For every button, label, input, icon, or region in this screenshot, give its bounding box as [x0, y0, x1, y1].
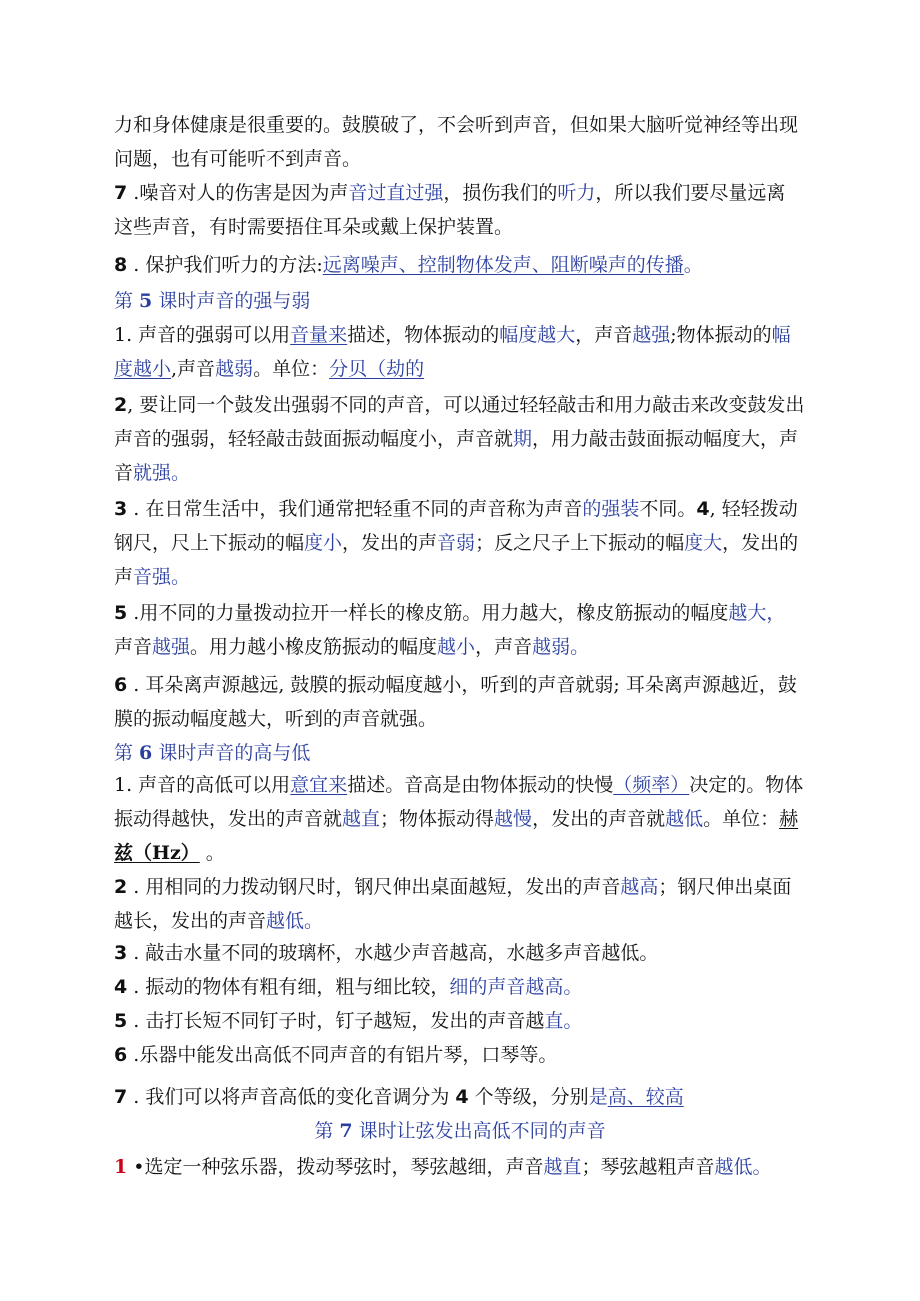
answer-text: 越低 — [665, 808, 704, 830]
text: ；反之尺子上下振动的幅 — [475, 532, 685, 554]
text: .用不同的力量拨动拉开一样长的橡皮筋。用力越大，橡皮筋振动的幅度 — [127, 602, 729, 624]
text: 力和身体健康是很重要的。鼓膜破了，不会听到声音，但如果大脑听觉神经等出现 — [114, 114, 799, 136]
paragraph-hearing-health — [114, 108, 836, 176]
paragraph-pitch-definition — [114, 768, 836, 870]
answer-text: 音过直过强 — [348, 182, 444, 204]
item-number: 7 — [114, 182, 128, 204]
text: . 用相同的力拨动钢尺时，钢尺伸出桌面越短，发出的声音 — [127, 876, 621, 898]
item-number: 2 — [114, 394, 128, 416]
answer-text: 音量来 — [290, 324, 348, 346]
text: ，损伤我们的 — [443, 182, 558, 204]
text: 1. 声音的高低可以用 — [114, 774, 291, 796]
text: . 振动的物体有粗有细，粗与细比较， — [127, 976, 450, 998]
answer-text: 度小 — [304, 532, 343, 554]
answer-text: 听力 — [557, 182, 596, 204]
answer-text: 是 — [588, 1086, 608, 1108]
text: ，用力敲击鼓面振动幅度大，声 — [532, 428, 799, 450]
text: 音 — [114, 462, 134, 484]
text: 。 — [171, 566, 191, 588]
text: ，发出的 — [722, 532, 799, 554]
answer-text: 音强 — [133, 566, 172, 588]
item-number: 4 — [696, 498, 710, 520]
answer-text: 越高 — [620, 876, 659, 898]
answer-text: 越大 — [728, 602, 767, 624]
answer-text: 直 — [544, 1010, 564, 1032]
text: ；物体振动得 — [380, 808, 495, 830]
answer-text: 越弱 — [215, 358, 254, 380]
answer-text: 越直 — [342, 808, 381, 830]
text: , 轻轻拨动 — [709, 498, 798, 520]
answer-text: 越强 — [152, 636, 191, 658]
text: ，所以我们要尽量远离 — [595, 182, 786, 204]
text: 。 — [304, 910, 324, 932]
item-number: 8 — [114, 254, 128, 276]
text: 振动得越快，发出的声音就 — [114, 808, 343, 830]
text: •选定一种弦乐器，拨动琴弦时，琴弦越细，声音 — [127, 1156, 544, 1178]
text: ；钢尺伸出桌面 — [658, 876, 792, 898]
answer-text: 幅 — [771, 324, 791, 346]
answer-text: 音弱 — [437, 532, 476, 554]
text: 。 — [563, 976, 583, 998]
text: 声音的强弱，轻轻敲击鼓面振动幅度小，声音就 — [114, 428, 514, 450]
text: ,声音 — [171, 358, 216, 380]
answer-text: （频率） — [613, 774, 690, 796]
paragraph-string-instrument — [114, 1150, 836, 1184]
text: 。 — [199, 842, 225, 864]
paragraph-noise-harm — [114, 176, 836, 244]
text: ，发出的声音就 — [532, 808, 666, 830]
answer-text: 越低 — [266, 910, 305, 932]
section-heading-lesson-5: 第 5 课时声音的强与弱 — [114, 290, 311, 312]
answer-text: 幅度越大 — [499, 324, 576, 346]
answer-text: 意宜来 — [290, 774, 348, 796]
answer-text: 越小 — [437, 636, 476, 658]
text: 声音 — [114, 636, 153, 658]
text: 越长，发出的声音 — [114, 910, 267, 932]
text: ， — [766, 602, 786, 624]
text: . 耳朵离声源越远, 鼓膜的振动幅度越小，听到的声音就弱; 耳朵离声源越近，鼓 — [127, 674, 797, 696]
paragraph-distance — [114, 668, 836, 736]
answer-text: 越慢 — [494, 808, 533, 830]
answer-text: 远离噪声、控制物体发声、阻断噪声的传播 — [322, 254, 684, 276]
paragraph-glass-cups — [114, 936, 836, 970]
text: . 保护我们听力的方法: — [127, 254, 323, 276]
paragraph-loudness-definition — [114, 318, 836, 386]
paragraph-protect-hearing — [114, 248, 836, 282]
text: 个等级，分别 — [468, 1086, 589, 1108]
item-number: 6 — [114, 674, 128, 696]
text: ，声音 — [475, 636, 533, 658]
text: 。 — [752, 1156, 772, 1178]
text: 。 — [570, 636, 590, 658]
text: 声 — [114, 566, 134, 588]
text: 问题，也有可能听不到声音。 — [114, 148, 362, 170]
text: 。单位： — [703, 808, 780, 830]
text: 决定的。物体 — [689, 774, 804, 796]
answer-text: 越强 — [632, 324, 671, 346]
text: 这些声音，有时需要捂住耳朵或戴上保护装置。 — [114, 216, 514, 238]
answer-text: 兹（Hz） — [114, 842, 200, 864]
item-number: 4 — [114, 976, 128, 998]
answer-text: 就强 — [133, 462, 172, 484]
answer-text: 高、较高 — [607, 1086, 684, 1108]
item-number: 1 — [114, 1156, 128, 1178]
text: 钢尺，尺上下振动的幅 — [114, 532, 305, 554]
text: 。 — [563, 1010, 583, 1032]
item-number: 6 — [114, 1044, 128, 1066]
item-number: 3 — [114, 942, 128, 964]
answer-text: 分贝（劫的 — [329, 358, 425, 380]
text: , 要让同一个鼓发出强弱不同的声音，可以通过轻轻敲击和用力敲击来改变鼓发出 — [127, 394, 805, 416]
text: 。 — [683, 254, 703, 276]
text: ，声音 — [575, 324, 633, 346]
paragraph-rubber-band — [114, 596, 836, 664]
paragraph-ruler-loudness — [114, 492, 836, 594]
text: . 击打长短不同钉子时，钉子越短，发出的声音越 — [127, 1010, 545, 1032]
paragraph-pitch-levels — [114, 1080, 836, 1114]
answer-text: 越低 — [714, 1156, 753, 1178]
item-number: 7 — [114, 1086, 128, 1108]
answer-text: 细的声音越高 — [449, 976, 564, 998]
text: 不同。 — [639, 498, 697, 520]
item-number: 5 — [114, 1010, 128, 1032]
item-number: 2 — [114, 876, 128, 898]
paragraph-drum-loudness — [114, 388, 836, 490]
item-number: 4 — [455, 1086, 469, 1108]
answer-text: 度越小 — [114, 358, 172, 380]
paragraph-nails — [114, 1004, 836, 1038]
text: 膜的振动幅度越大，听到的声音就强。 — [114, 708, 438, 730]
item-number: 3 — [114, 498, 128, 520]
paragraph-thick-thin — [114, 970, 836, 1004]
text: ;物体振动的 — [670, 324, 772, 346]
text: 。 — [171, 462, 191, 484]
text: 。用力越小橡皮筋振动的幅度 — [190, 636, 438, 658]
item-number: 5 — [114, 602, 128, 624]
text: ；琴弦越粗声音 — [581, 1156, 715, 1178]
text: ，发出的声 — [342, 532, 438, 554]
answer-text: 越直 — [543, 1156, 582, 1178]
text: 描述。音高是由物体振动的快慢 — [347, 774, 614, 796]
text: . 在日常生活中，我们通常把轻重不同的声音称为声音 — [127, 498, 583, 520]
answer-text: 度大 — [684, 532, 723, 554]
text: 1. 声音的强弱可以用 — [114, 324, 291, 346]
section-heading-lesson-6: 第 6 课时声音的高与低 — [114, 742, 311, 764]
text: . 我们可以将声音高低的变化音调分为 — [127, 1086, 456, 1108]
text: 。单位： — [253, 358, 330, 380]
paragraph-instruments — [114, 1038, 836, 1072]
text: .乐器中能发出高低不同声音的有铝片琴，口琴等。 — [127, 1044, 558, 1066]
answer-text: 赫 — [779, 808, 799, 830]
section-heading-lesson-7: 第 7 课时让弦发出高低不同的声音 — [314, 1120, 606, 1142]
paragraph-steel-ruler-pitch — [114, 870, 836, 938]
text: .噪音对人的伤害是因为声 — [127, 182, 349, 204]
text: . 敲击水量不同的玻璃杯，水越少声音越高，水越多声音越低。 — [127, 942, 659, 964]
answer-text: 期 — [513, 428, 533, 450]
text: 描述，物体振动的 — [347, 324, 500, 346]
answer-text: 越弱 — [532, 636, 571, 658]
answer-text: 的强装 — [582, 498, 640, 520]
